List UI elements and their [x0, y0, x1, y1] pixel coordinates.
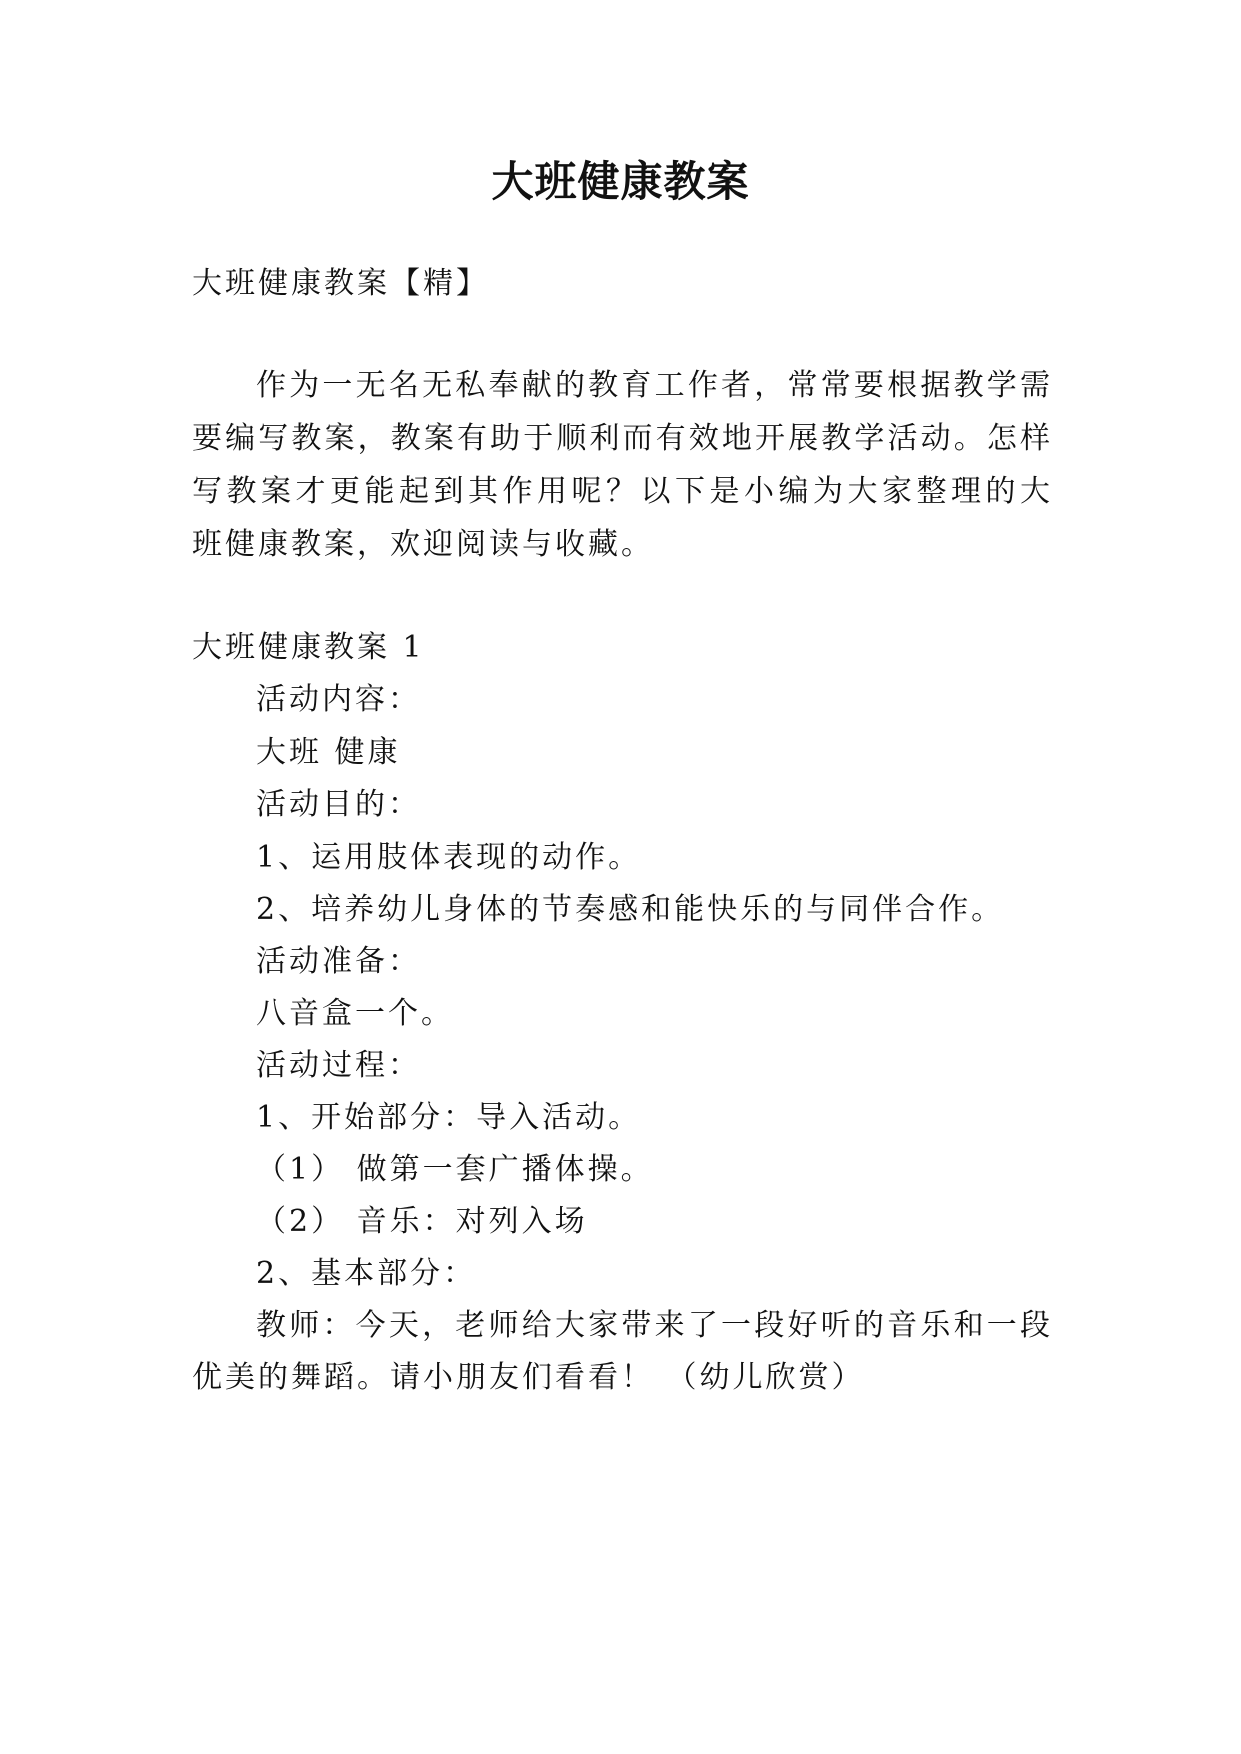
- activity-content-heading: 活动内容：: [256, 682, 421, 717]
- activity-prep-value: 八音盒一个。: [256, 996, 454, 1031]
- activity-goal-1: 1、运用肢体表现的动作。: [256, 840, 642, 875]
- intro-line-4: 班健康教案，欢迎阅读与收藏。: [192, 527, 654, 562]
- process-step-1-item-1: （1） 做第一套广播体操。: [256, 1152, 654, 1187]
- activity-content-value: 大班 健康: [256, 735, 401, 770]
- intro-line-2: 要编写教案，教案有助于顺利而有效地开展教学活动。怎样: [192, 421, 1052, 456]
- teacher-line-1: 教师：今天，老师给大家带来了一段好听的音乐和一段: [256, 1308, 1052, 1343]
- teacher-line-2: 优美的舞蹈。请小朋友们看看！ （幼儿欣赏）: [192, 1360, 865, 1395]
- document-title: 大班健康教案: [491, 157, 750, 206]
- activity-goal-heading: 活动目的：: [256, 787, 421, 822]
- document-subtitle: 大班健康教案【精】: [192, 266, 489, 301]
- activity-goal-2: 2、培养幼儿身体的节奏感和能快乐的与同伴合作。: [256, 892, 1005, 927]
- intro-line-1: 作为一无名无私奉献的教育工作者，常常要根据教学需: [256, 368, 1052, 403]
- activity-prep-heading: 活动准备：: [256, 944, 421, 979]
- process-step-2: 2、基本部分：: [256, 1256, 477, 1291]
- activity-process-heading: 活动过程：: [256, 1048, 421, 1083]
- process-step-1-item-2: （2） 音乐：对列入场: [256, 1204, 588, 1239]
- section-title: 大班健康教案 1: [192, 630, 425, 665]
- process-step-1: 1、开始部分：导入活动。: [256, 1100, 642, 1135]
- intro-line-3: 写教案才更能起到其作用呢？以下是小编为大家整理的大: [192, 474, 1052, 509]
